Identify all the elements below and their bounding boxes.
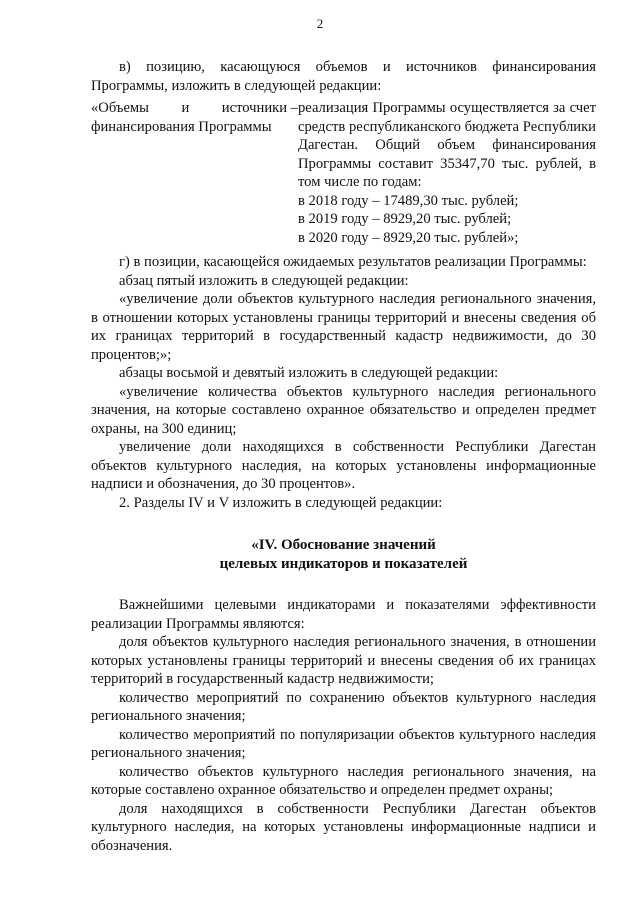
funding-label-part2: и [181, 100, 190, 116]
para8-text: «увеличение количества объектов культурного наследия регионального значения, на которые составлено охранное обязательство и определен предмет охраны, на 300 единиц; [91, 383, 596, 437]
funding-summary: реализация Программы осуществляется за счет средств республиканского бюджета Республики Дагестан. Общий объем финансирования Программы составит 35347,70 тыс. рублей, в том числе по годам: [298, 100, 596, 190]
funding-label [91, 99, 298, 247]
para5-intro: абзац пятый изложить в следующей редакции: [119, 272, 409, 289]
indicator-item: доля объектов культурного наследия регионального значения, в отношении которых установлены границы территорий и внесены сведения об их границах территорий в государственный кадастр недвижимости; [91, 634, 596, 687]
indicator-item: количество мероприятий по популяризации объектов культурного наследия регионального значения; [91, 726, 596, 761]
para5-text: «увеличение доли объектов культурного наследия регионального значения, в отношении которых установлены границы территорий и внесены сведения об их границах территорий в государственный кадастр недвижимости, до 30 процентов;»; [91, 291, 596, 363]
heading-line1: «IV. Обоснование значений [251, 537, 436, 553]
funding-description [298, 99, 596, 247]
section2-paragraph: 2. Разделы IV и V изложить в следующей редакции: [119, 494, 443, 511]
funding-table [91, 99, 596, 247]
indicator-item: количество объектов культурного наследия регионального значения, на которые составлено охранное обязательство и определен предмет охраны; [91, 763, 596, 798]
para9-text: увеличение доли находящихся в собственности Республики Дагестан объектов культурного наследия, на которых установлены информационные надписи и обозначения, до 30 процентов». [91, 439, 596, 492]
indicator-item: доля находящихся в собственности Республики Дагестан объектов культурного наследия, на которых установлены информационные надписи и обозначения. [91, 800, 596, 854]
funding-label-part1: «Объемы [91, 100, 149, 116]
funding-label-line2: финансирования Программы [91, 118, 272, 135]
section-heading [91, 536, 596, 574]
intro-paragraph: в) позицию, касающуюся объемов и источников финансирования Программы, изложить в следующей редакции: [91, 59, 596, 94]
funding-label-part3: источники – [221, 100, 298, 116]
funding-year-2018: в 2018 году – 17489,30 тыс. рублей; [298, 192, 519, 209]
funding-year-2019: в 2019 году – 8929,20 тыс. рублей; [298, 211, 512, 227]
indicators-intro: Важнейшими целевыми индикаторами и показателями эффективности реализации Программы являются: [91, 597, 596, 632]
indicator-item: количество мероприятий по сохранению объектов культурного наследия регионального значения; [91, 689, 596, 724]
document-body [91, 58, 596, 855]
funding-year-2020: в 2020 году – 8929,20 тыс. рублей»; [298, 229, 519, 246]
para89-intro: абзацы восьмой и девятый изложить в следующей редакции: [119, 365, 499, 381]
page-number: 2 [316, 16, 324, 31]
section-g-paragraph: г) в позиции, касающейся ожидаемых результатов реализации Программы: [119, 254, 587, 270]
heading-line2: целевых индикаторов и показателей [219, 556, 468, 572]
